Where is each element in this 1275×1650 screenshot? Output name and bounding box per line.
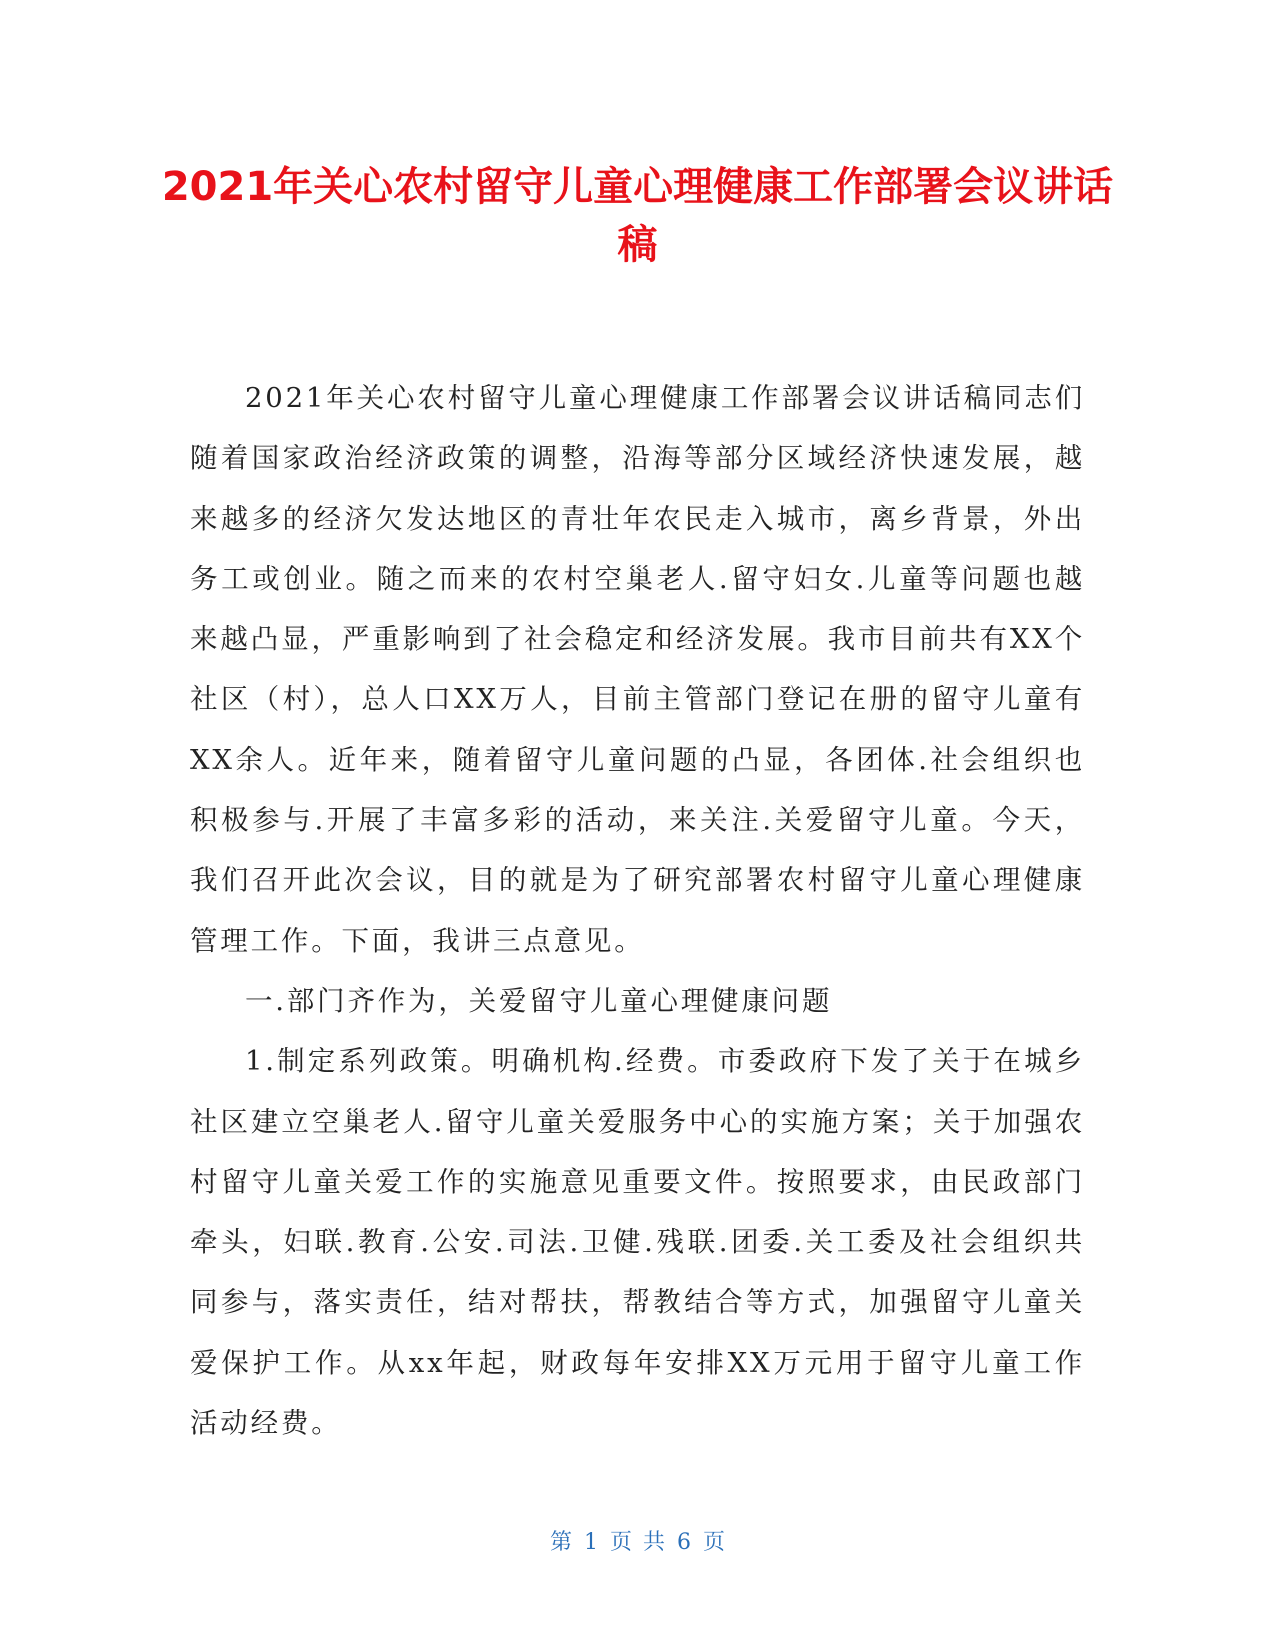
page-footer bbox=[0, 1525, 1275, 1556]
footer-current-page: 1 bbox=[584, 1530, 598, 1555]
section-heading-1: 一.部门齐作为，关爱留守儿童心理健康问题 bbox=[245, 984, 833, 1017]
footer-total-pages: 6 bbox=[677, 1530, 691, 1555]
document-title: 2021年关心农村留守儿童心理健康工作部署会议讲话稿 bbox=[161, 164, 1114, 268]
footer-label-page: 第 bbox=[549, 1530, 572, 1555]
document-body bbox=[190, 368, 1085, 1453]
footer-label-end: 页 bbox=[703, 1530, 726, 1555]
paragraph-policy: 1.制定系列政策。明确机构.经费。市委政府下发了关于在城乡社区建立空巢老人.留守儿童关爱服务中心的实施方案；关于加强农村留守儿童关爱工作的实施意见重要文件。按照要求，由民政部门牵头，妇联.教育.公安.司法.卫健.残联.团委.关工委及社会组织共同参与，落实责任，结对帮扶，帮教结合等方式，加强留守儿童关爱保护工作。从xx年起，财政每年安排XX万元用于留守儿童工作活动经费。 bbox=[190, 1045, 1085, 1440]
footer-label-of: 页 共 bbox=[610, 1530, 665, 1555]
paragraph-intro: 2021年关心农村留守儿童心理健康工作部署会议讲话稿同志们随着国家政治经济政策的调整，沿海等部分区域经济快速发展，越来越多的经济欠发达地区的青壮年农民走入城市，离乡背景，外出务工或创业。随之而来的农村空巢老人.留守妇女.儿童等问题也越来越凸显，严重影响到了社会稳定和经济发展。我市目前共有XX个社区（村），总人口XX万人，目前主管部门登记在册的留守儿童有XX余人。近年来，随着留守儿童问题的凸显，各团体.社会组织也积极参与.开展了丰富多彩的活动，来关注.关爱留守儿童。今天，我们召开此次会议，目的就是为了研究部署农村留守儿童心理健康管理工作。下面，我讲三点意见。 bbox=[190, 382, 1085, 957]
